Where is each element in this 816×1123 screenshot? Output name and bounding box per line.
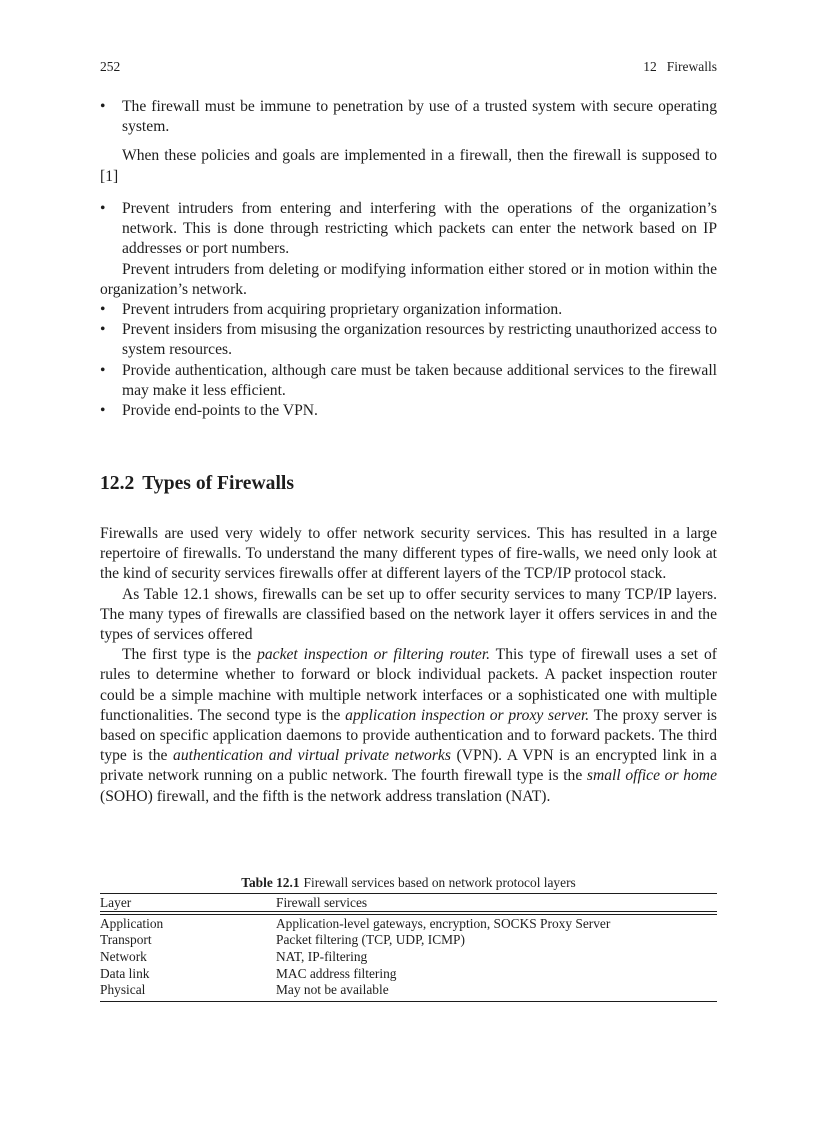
paragraph: Firewalls are used very widely to offer network security services. This has resulted in a large repertoire of firewalls. To understand the many different types of fire-walls, we need only look at the kind of security services firewalls offer at different layers of the TCP/IP protocol stack. (100, 525, 717, 583)
table-caption-text: Firewall services based on network protocol layers (303, 875, 576, 890)
text-run: (SOHO) firewall, and the fifth is the network address translation (NAT). (100, 787, 551, 805)
paragraph (100, 645, 717, 807)
text-run: The proxy server is based on specific application daemons to provide authentication and to forward packets. The third type is the (100, 706, 718, 765)
section-number: 12.2 (100, 473, 135, 494)
table-header-layer: Layer (100, 895, 132, 910)
chapter-number: 12 (643, 59, 657, 74)
text-run: The first type is the (122, 646, 258, 664)
table-cell-layer: Network (100, 948, 147, 964)
bullet-item: • Provide end-points to the VPN. (100, 401, 717, 421)
paragraph: Prevent intruders from deleting or modifying information either stored or in motion within the organization’s network. (100, 260, 717, 298)
table-cell-layer: Physical (100, 982, 146, 998)
page-number: 252 (100, 59, 121, 74)
block-goals (100, 199, 717, 421)
paragraph: When these policies and goals are implemented in a firewall, then the firewall is supposed to [1] (100, 147, 717, 185)
emphasis-packet-inspection: packet inspection or filtering router. (257, 646, 491, 664)
table-row (100, 982, 717, 999)
table-cell-layer: Data link (100, 965, 150, 981)
chapter-title: Firewalls (666, 59, 717, 74)
table-row (100, 932, 717, 949)
section-body (100, 524, 717, 807)
bullet-item: • Prevent intruders from acquiring proprietary organization information. (100, 300, 717, 320)
text-run: This type of firewall uses a set of rules to determine whether to forward or block individual packets. A packet inspection router could be a simple machine with multiple network interfaces or a sophisticated one with multiple functionalities. The second type is the (100, 646, 717, 724)
table-cell-services: Application-level gateways, encryption, SOCKS Proxy Server (276, 915, 611, 931)
paragraph: As Table 12.1 shows, firewalls can be set up to offer security services to many TCP/IP layers. The many types of firewalls are classified based on the network layer it offers services in and the types of services offered (100, 585, 717, 644)
table-row (100, 966, 717, 983)
table-cell-layer: Application (100, 915, 164, 931)
table-header-services: Firewall services (276, 895, 368, 910)
section-heading (100, 472, 717, 496)
emphasis-authentication-vpn: authentication and virtual private networks (173, 747, 451, 765)
table-rule-bottom (100, 1001, 717, 1002)
section-title: Types of Firewalls (142, 473, 294, 494)
bullet-item: • Provide authentication, although care must be taken because additional services to the firewall may make it less efficient. (100, 361, 717, 401)
table-firewall-services (100, 875, 717, 1002)
table-cell-layer: Transport (100, 932, 152, 948)
table-cell-services: MAC address filtering (276, 965, 397, 981)
block-policies (100, 97, 717, 187)
table-caption (100, 875, 717, 891)
table-body (100, 915, 717, 999)
bullet-item: • Prevent insiders from misusing the organization resources by restricting unauthorized access to system resources. (100, 320, 717, 360)
table-cell-services: NAT, IP-filtering (276, 948, 368, 964)
table-cell-services: Packet filtering (TCP, UDP, ICMP) (276, 932, 465, 948)
emphasis-application-inspection: application inspection or proxy server. (345, 706, 590, 724)
table-row (100, 916, 717, 933)
table-cell-services: May not be available (276, 982, 389, 998)
table-label: Table 12.1 (241, 875, 300, 890)
bullet-item: • The firewall must be immune to penetration by use of a trusted system with secure operating system. (100, 97, 717, 137)
table-header-row (100, 894, 717, 911)
emphasis-soho: small office or home (586, 767, 717, 785)
table-row (100, 949, 717, 966)
text-run: (VPN). A VPN is an encrypted link in a private network running on a public network. The fourth firewall type is the (100, 747, 717, 785)
chapter-heading (643, 59, 717, 75)
bullet-item: • Prevent intruders from entering and interfering with the operations of the organization’s network. This is done through restricting which packets can enter the network based on IP addresses or port numbers. (100, 199, 717, 260)
